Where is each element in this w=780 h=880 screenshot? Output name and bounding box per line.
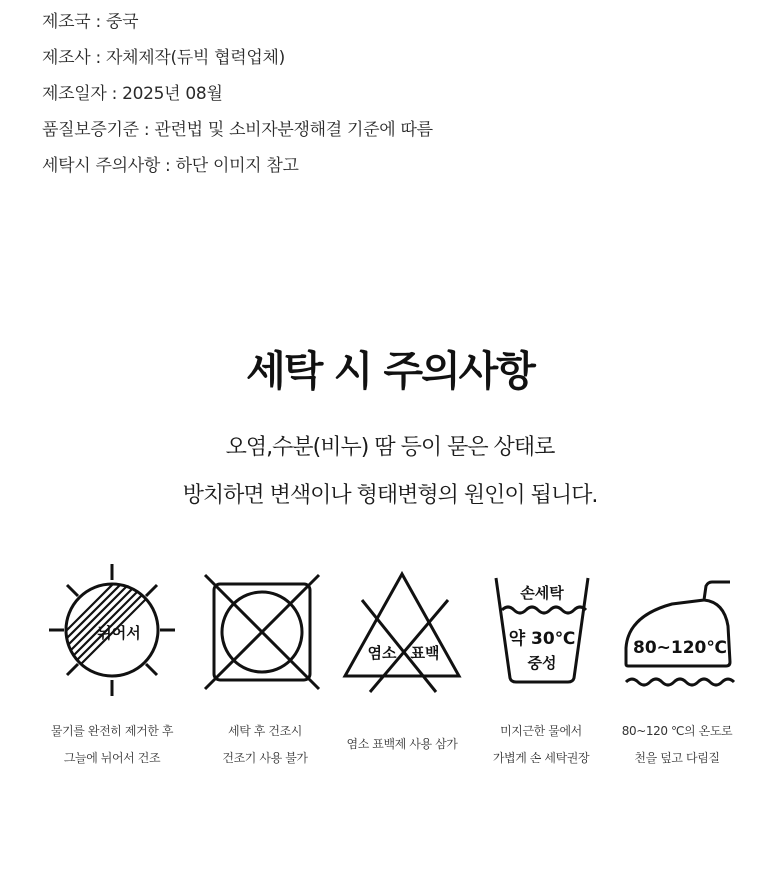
bleach-label-chlorine: 염소 — [367, 644, 397, 662]
no-tumble-dry-icon — [185, 560, 335, 700]
caption-iron-line2: 천을 덮고 다림질 — [634, 751, 720, 765]
care-symbols — [0, 560, 780, 700]
caption-no-bleach — [322, 731, 482, 758]
caption-dry-flat — [32, 718, 192, 772]
caption-no-dryer-line1: 세탁 후 건조시 — [228, 724, 302, 738]
sun-dry-icon — [37, 560, 187, 700]
spec-manufacturer: 제조사 : 자체제작(듀빅 협력업체) — [42, 48, 285, 68]
caption-no-dryer-line2: 건조기 사용 불가 — [222, 751, 308, 765]
iron-temp-label: 80~120℃ — [633, 638, 727, 658]
caption-iron — [597, 718, 757, 772]
hand-wash-temp: 약 30℃ — [508, 629, 576, 649]
hand-wash-icon — [466, 560, 616, 700]
product-info-list — [42, 4, 433, 184]
spec-care-note: 세탁시 주의사항 : 하단 이미지 참고 — [42, 156, 299, 176]
hand-wash-mode: 중성 — [527, 654, 557, 672]
care-subtitle-line2: 방치하면 변색이나 형태변형의 원인이 됩니다. — [182, 483, 598, 508]
bleach-label-bleach: 표백 — [410, 644, 440, 662]
caption-iron-line1: 80~120 ℃의 온도로 — [621, 724, 733, 738]
caption-dry-flat-line1: 물기를 완전히 제거한 후 — [50, 724, 174, 738]
hand-wash-label: 손세탁 — [520, 584, 564, 602]
sun-dry-label: 뉘어서 — [97, 624, 141, 642]
caption-hand-wash-line1: 미지근한 물에서 — [500, 724, 582, 738]
iron-icon — [600, 560, 750, 700]
caption-dry-flat-line2: 그늘에 뉘어서 건조 — [63, 751, 161, 765]
no-bleach-icon — [320, 560, 470, 700]
care-title: 세탁 시 주의사항 — [246, 347, 534, 395]
spec-country: 제조국 : 중국 — [42, 12, 139, 32]
spec-date: 제조일자 : 2025년 08월 — [42, 84, 223, 104]
spec-warranty: 품질보증기준 : 관련법 및 소비자분쟁해결 기준에 따름 — [42, 120, 433, 140]
caption-no-bleach-line1: 염소 표백제 사용 삼가 — [346, 737, 458, 751]
caption-hand-wash-line2: 가볍게 손 세탁권장 — [492, 751, 590, 765]
care-subtitle-line1: 오염,수분(비누) 땀 등이 묻은 상태로 — [225, 435, 555, 460]
caption-no-dryer — [185, 718, 345, 772]
